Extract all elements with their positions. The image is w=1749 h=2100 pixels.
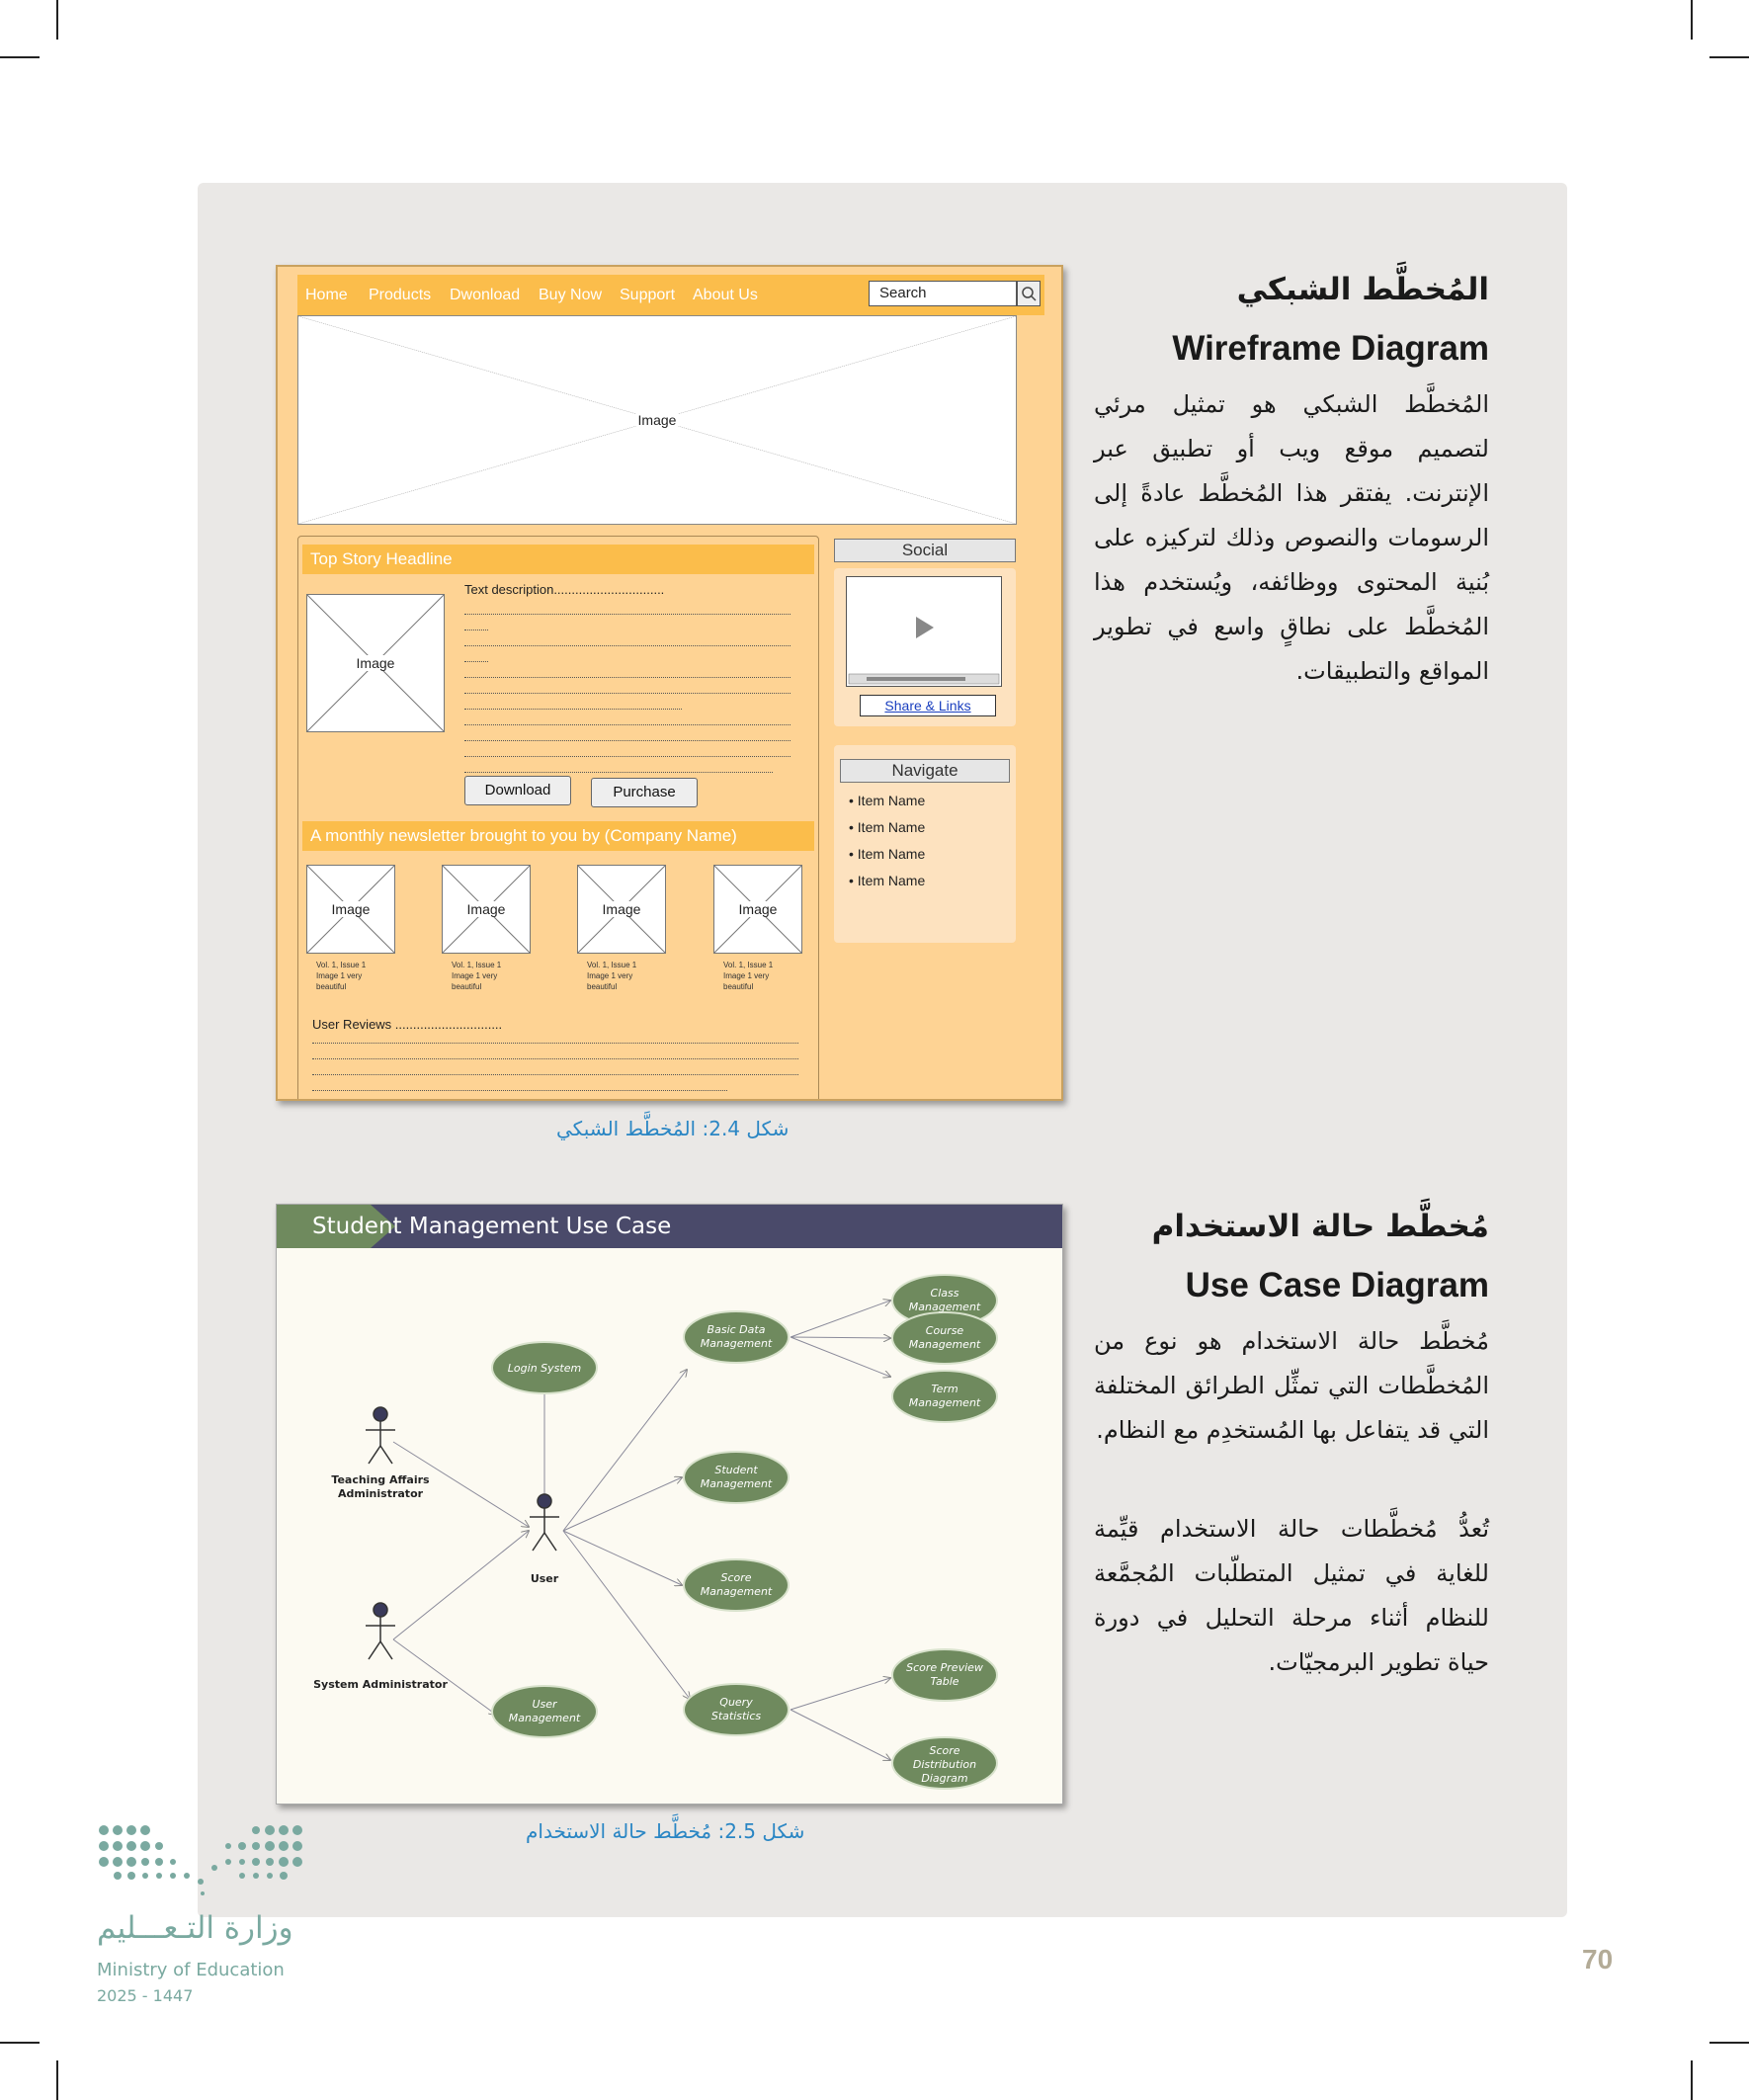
uc-label-preview-1: Score Preview	[906, 1661, 983, 1674]
uc-label-class-2: Management	[908, 1301, 981, 1313]
wf-thumb-caption: Vol. 1, Issue 1 Image 1 very beautiful	[723, 961, 774, 991]
uc-edge	[563, 1531, 682, 1585]
uc-edge	[791, 1678, 890, 1710]
ministry-logo-icon	[94, 1820, 311, 1899]
uc-edge	[563, 1477, 682, 1531]
wf-thumb-label: Image	[602, 901, 641, 917]
uc-edge	[563, 1370, 687, 1531]
ministry-name-ar: وزارة التـعـــليم	[97, 1910, 293, 1946]
uc-label-course-2: Management	[908, 1338, 981, 1351]
crop-mark	[1709, 2042, 1749, 2044]
wf-dotline	[464, 772, 773, 773]
uc-label-query-2: Statistics	[710, 1710, 762, 1722]
search-icon	[1018, 282, 1040, 305]
wireframe-caption: شكل 2.4: المُخطَّط الشبكي	[556, 1117, 790, 1140]
uc-label-usermgmt-1: User	[532, 1698, 557, 1711]
wf-download-button[interactable]: Download	[464, 776, 571, 805]
wf-dotline	[312, 1090, 727, 1091]
wf-dotline	[464, 756, 791, 757]
wireframe-figure	[276, 265, 1063, 1101]
wf-video-player[interactable]	[846, 576, 1002, 687]
uc-label-student-1: Student	[714, 1464, 758, 1476]
usecase-title: Student Management Use Case	[312, 1214, 672, 1239]
wf-nav-link-products[interactable]: Products	[369, 287, 432, 303]
uc-edge	[393, 1639, 496, 1715]
wf-dotline	[464, 677, 791, 678]
wf-nav-link-buy-now[interactable]: Buy Now	[539, 287, 603, 303]
uc-edge	[563, 1531, 690, 1699]
wf-nav-link-support[interactable]: Support	[620, 287, 676, 303]
wf-newsletter-bar: A monthly newsletter brought to you by (Company Name)	[302, 821, 814, 851]
wf-dotline	[312, 1058, 798, 1059]
uc-label-distribution-3: Diagram	[921, 1772, 968, 1785]
uc-actor-teaching-label-1: Teaching Affairs	[331, 1473, 430, 1486]
usecase-body-1: مُخطَّط حالة الاستخدام هو نوع من المُخطَّطات التي تمثِّل الطرائق المختلفة التي قد يتفاعل بها المُستخدِم مع النظام.	[1094, 1327, 1489, 1444]
wf-share-links[interactable]: Share & Links	[860, 695, 996, 716]
uc-edge	[393, 1531, 529, 1639]
wf-hero-image	[297, 315, 1017, 525]
wf-search-button[interactable]	[1017, 281, 1041, 306]
crop-mark	[0, 56, 40, 58]
wf-hero-label: Image	[637, 412, 677, 428]
uc-actor-user	[530, 1494, 559, 1551]
wireframe-body: المُخطَّط الشبكي هو تمثيل مرئي لتصميم موقع ويب أو تطبيق عبر الإنترنت. يفتقر هذا المُخطَّط عادةً إلى الرسومات والنصوص وذلك لتركيزه على بُنية المحتوى ووظائفه، ويُستخدم هذا المُخطَّط على نطاقٍ واسع في تطوير المواقع والتطبيقات.	[1094, 390, 1489, 685]
wf-nav-item[interactable]: • Item Name	[849, 793, 926, 808]
wf-nav-link-home[interactable]: Home	[305, 287, 348, 303]
wf-nav-item[interactable]: • Item Name	[849, 846, 926, 862]
uc-label-score-1: Score	[720, 1571, 752, 1584]
wf-thumb-image	[442, 865, 531, 954]
uc-label-preview-2: Table	[930, 1675, 959, 1688]
wf-nav-link-download[interactable]: Dwonload	[450, 287, 521, 303]
uc-edge	[791, 1710, 890, 1760]
wf-dotline	[312, 1074, 798, 1075]
uc-actor-sysadmin-label: System Administrator	[313, 1678, 448, 1691]
wf-dotline	[464, 709, 682, 710]
uc-edge	[791, 1301, 890, 1337]
wf-thumb-image	[713, 865, 802, 954]
uc-edge	[791, 1337, 890, 1338]
uc-label-distribution-1: Score	[929, 1744, 960, 1757]
uc-label-class-1: Class	[930, 1287, 959, 1300]
wf-nav-item[interactable]: • Item Name	[849, 819, 926, 835]
crop-mark	[1691, 2060, 1693, 2100]
wf-dotline	[464, 614, 791, 615]
wf-main-column	[297, 536, 819, 1101]
wf-story-image	[306, 594, 445, 732]
play-icon	[847, 577, 1003, 688]
crop-mark	[56, 0, 58, 40]
crop-mark	[0, 2042, 40, 2044]
wf-thumb-caption: Vol. 1, Issue 1 Image 1 very beautiful	[316, 961, 367, 991]
uc-label-score-2: Management	[700, 1585, 773, 1598]
wf-user-reviews: User Reviews ..............................	[312, 1017, 503, 1032]
uc-actor-sysadmin	[366, 1603, 395, 1659]
wf-thumb-caption: Vol. 1, Issue 1 Image 1 very beautiful	[452, 961, 502, 991]
wf-navigate-box	[834, 745, 1016, 943]
wireframe-nav-bar	[297, 275, 1044, 315]
wf-search-input[interactable]: Search	[869, 281, 1017, 306]
wf-purchase-button[interactable]: Purchase	[591, 778, 698, 807]
uc-label-course-1: Course	[925, 1324, 964, 1337]
wf-navigate-title: Navigate	[840, 759, 1010, 783]
ministry-year: 2025 - 1447	[97, 1986, 194, 2005]
usecase-heading-en: Use Case Diagram	[1185, 1266, 1489, 1304]
uc-label-term-1: Term	[931, 1383, 958, 1395]
usecase-body-2: تُعدُّ مُخطَّطات حالة الاستخدام قيِّمة للغاية في تمثيل المتطلّبات المُجمَّعة للنظام أثناء مرحلة التحليل في دورة حياة تطوير البرمجيّات.	[1094, 1515, 1489, 1676]
wf-dotline	[464, 740, 791, 741]
uc-label-basic-1: Basic Data	[707, 1323, 766, 1336]
uc-label-query-1: Query	[719, 1696, 753, 1709]
uc-edge	[791, 1337, 890, 1377]
wf-thumb-image	[577, 865, 666, 954]
wf-top-story-bar: Top Story Headline	[302, 545, 814, 574]
wf-thumb-label: Image	[738, 901, 778, 917]
wf-social-title: Social	[834, 539, 1016, 562]
uc-label-login: Login System	[507, 1362, 582, 1375]
wf-thumb-label: Image	[331, 901, 371, 917]
wf-dotline	[464, 645, 791, 646]
uc-actor-user-label: User	[530, 1572, 559, 1585]
wf-thumb-caption: Vol. 1, Issue 1 Image 1 very beautiful	[587, 961, 637, 991]
wireframe-heading-ar: المُخطَّط الشبكي	[1236, 272, 1489, 307]
wf-nav-item[interactable]: • Item Name	[849, 873, 926, 888]
usecase-figure	[276, 1204, 1063, 1805]
wf-dotline	[464, 661, 488, 662]
uc-label-distribution-2: Distribution	[912, 1758, 977, 1771]
wf-dotline	[464, 724, 791, 725]
crop-mark	[1709, 56, 1749, 58]
wf-dotline	[464, 693, 791, 694]
uc-actor-teaching	[366, 1407, 395, 1464]
usecase-diagram	[277, 1205, 1063, 1805]
wf-story-image-label: Image	[356, 655, 395, 671]
wf-text-description: Text description...............................	[464, 582, 665, 597]
wf-dotline	[312, 1043, 798, 1044]
uc-label-term-2: Management	[908, 1396, 981, 1409]
uc-label-student-2: Management	[700, 1477, 773, 1490]
wf-thumb-image	[306, 865, 395, 954]
uc-actor-teaching-label-2: Administrator	[337, 1487, 424, 1500]
wireframe-heading-en: Wireframe Diagram	[1172, 329, 1489, 368]
wf-social-box	[834, 568, 1016, 726]
uc-label-usermgmt-2: Management	[508, 1712, 581, 1724]
crop-mark	[1691, 0, 1693, 40]
wf-thumb-label: Image	[466, 901, 506, 917]
wf-nav-link-about[interactable]: About Us	[693, 287, 758, 303]
usecase-heading-ar: مُخطَّط حالة الاستخدام	[1151, 1209, 1489, 1244]
usecase-caption: شكل 2.5: مُخطَّط حالة الاستخدام	[526, 1819, 805, 1843]
page-number: 70	[1582, 1944, 1614, 1974]
uc-label-basic-2: Management	[700, 1337, 773, 1350]
crop-mark	[56, 2060, 58, 2100]
ministry-name-en: Ministry of Education	[97, 1960, 285, 1980]
